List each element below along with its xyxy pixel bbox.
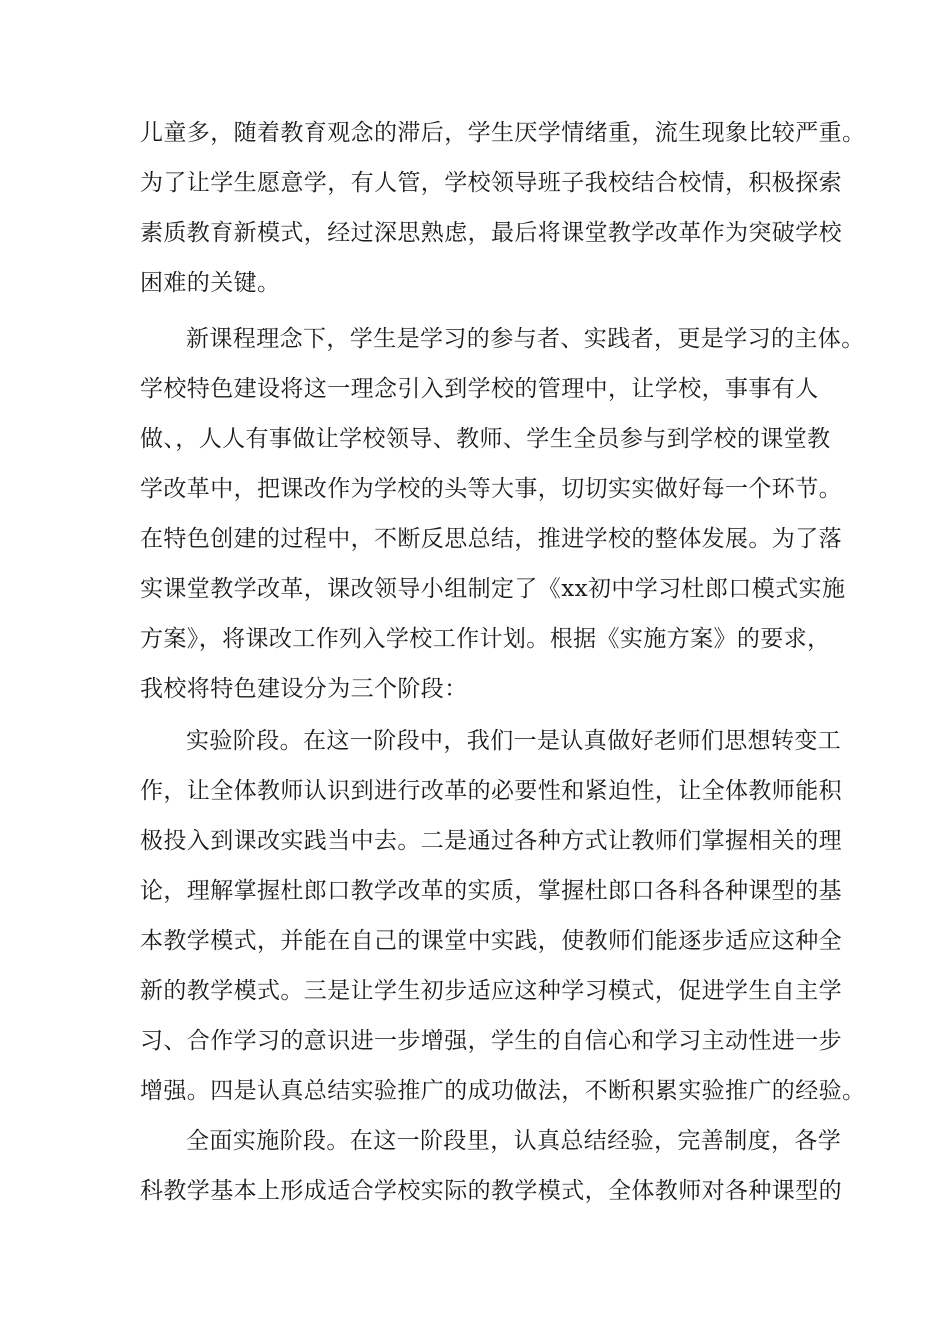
text-line: 极投入到课改实践当中去。二是通过各种方式让教师们掌握相关的理 — [140, 828, 842, 854]
text-line: 素质教育新模式，经过深思熟虑，最后将课堂教学改革作为突破学校 — [140, 220, 842, 246]
text-line: 在特色创建的过程中，不断反思总结，推进学校的整体发展。为了落 — [140, 526, 842, 552]
text-line: 增强。四是认真总结实验推广的成功做法，不断积累实验推广的经验。 — [140, 1078, 866, 1104]
paragraph-first-line: 实验阶段。在这一阶段中，我们一是认真做好老师们思想转变工 — [186, 728, 842, 754]
text-line: 儿童多，随着教育观念的滞后，学生厌学情绪重，流生现象比较严重。 — [140, 120, 866, 146]
text-line: 作，让全体教师认识到进行改革的必要性和紧迫性，让全体教师能积 — [140, 778, 842, 804]
text-line: 学校特色建设将这一理念引入到学校的管理中，让学校，事事有人 — [140, 376, 819, 402]
text-line: 学改革中，把课改作为学校的头等大事，切切实实做好每一个环节。 — [140, 476, 842, 502]
text-line: 我校将特色建设分为三个阶段： — [140, 676, 468, 702]
text-line: 困难的关键。 — [140, 270, 281, 296]
text-line: 做、，人人有事做让学校领导、教师、学生全员参与到学校的课堂教 — [140, 426, 831, 452]
text-line: 新的教学模式。三是让学生初步适应这种学习模式，促进学生自主学 — [140, 978, 842, 1004]
text-line: 本教学模式，并能在自己的课堂中实践，使教师们能逐步适应这种全 — [140, 928, 842, 954]
text-line: 实课堂教学改革，课改领导小组制定了《xx初中学习杜郎口模式实施 — [140, 576, 846, 602]
text-line: 论，理解掌握杜郎口教学改革的实质，掌握杜郎口各科各种课型的基 — [140, 878, 842, 904]
text-line: 习、合作学习的意识进一步增强，学生的自信心和学习主动性进一步 — [140, 1028, 842, 1054]
paragraph-first-line: 新课程理念下，学生是学习的参与者、实践者，更是学习的主体。 — [186, 326, 865, 352]
paragraph-first-line: 全面实施阶段。在这一阶段里，认真总结经验，完善制度，各学 — [186, 1128, 842, 1154]
text-line: 方案》，将课改工作列入学校工作计划。根据《实施方案》的要求， — [140, 626, 831, 652]
text-line: 为了让学生愿意学，有人管，学校领导班子我校结合校情，积极探索 — [140, 170, 842, 196]
text-line: 科教学基本上形成适合学校实际的教学模式，全体教师对各种课型的 — [140, 1178, 842, 1204]
